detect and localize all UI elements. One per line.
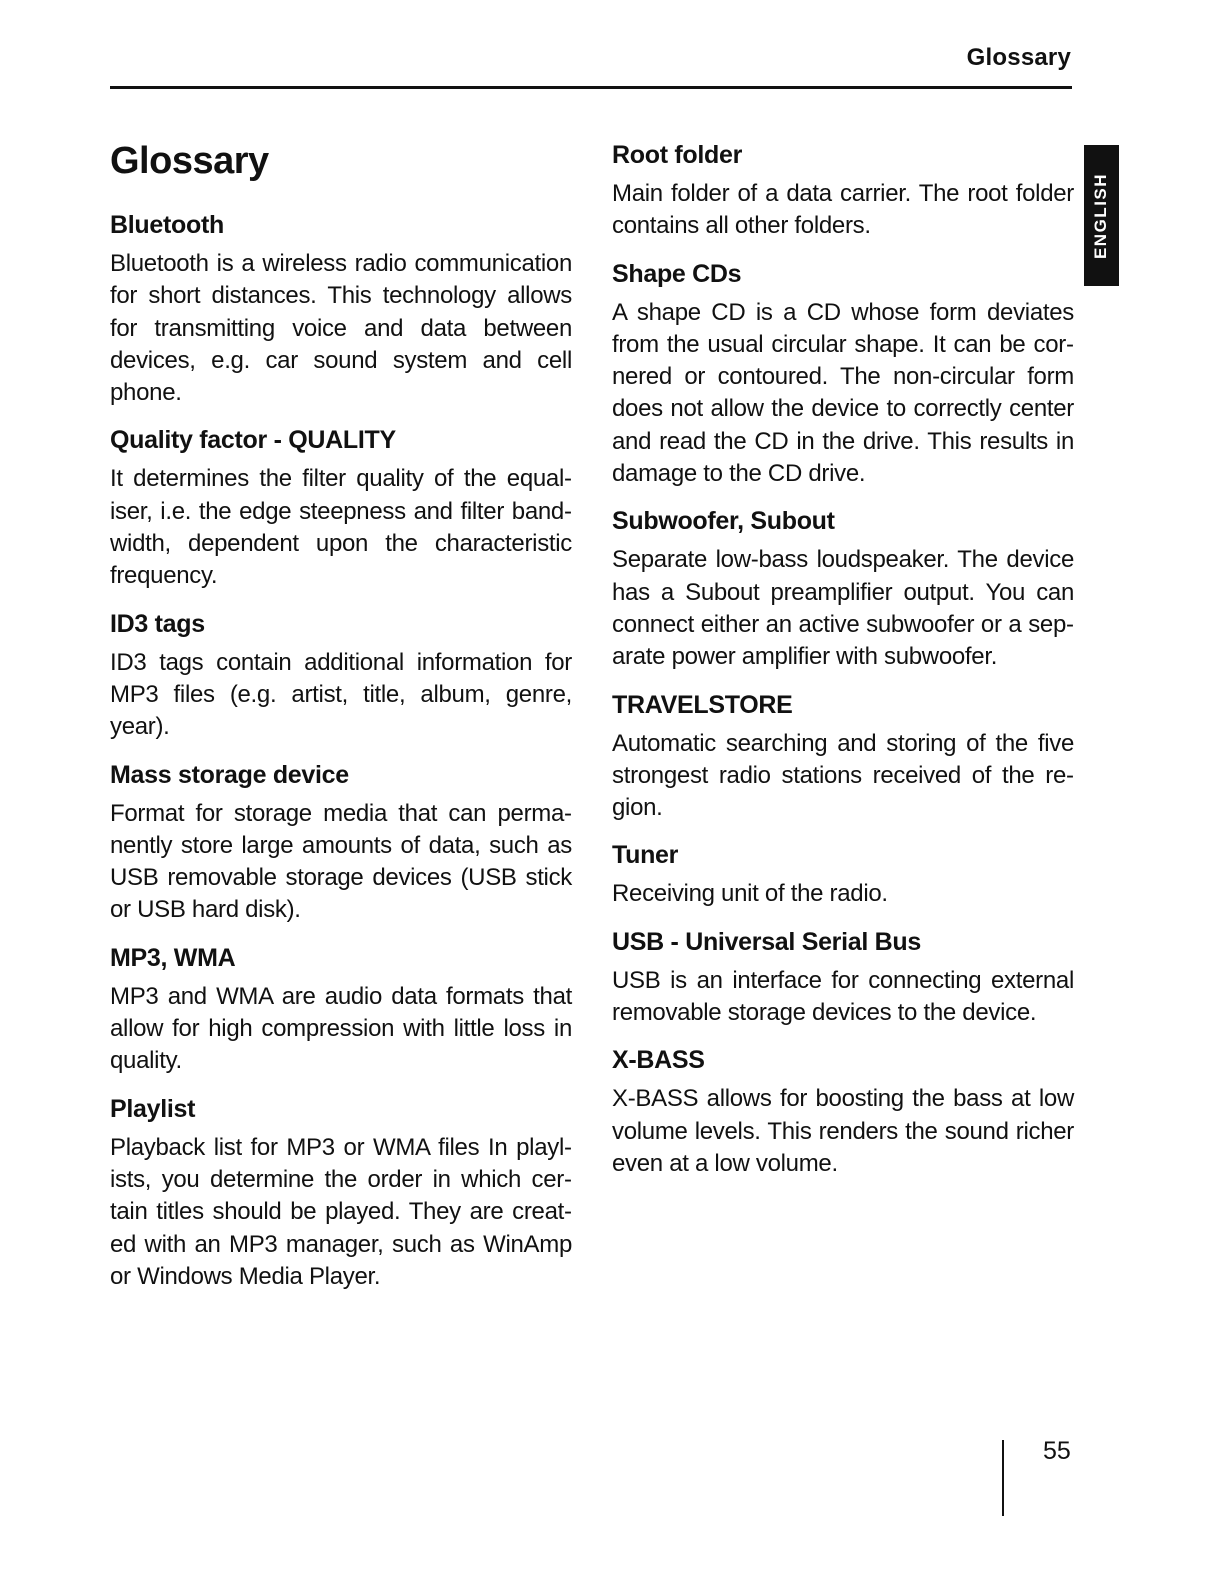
glossary-entry-quality-factor <box>110 425 572 592</box>
page-title: Glossary <box>110 140 269 182</box>
language-tab <box>1084 145 1119 286</box>
glossary-definition: Automatic searching and storing of the five strongest radio stations received of the region. <box>612 729 1074 822</box>
left-column <box>110 138 572 1309</box>
glossary-definition: It determines the filter quality of the equaliser, i.e. the edge steepness and filter bandwidth, dependent upon the characteristic frequency. <box>110 465 572 590</box>
glossary-term: X-BASS <box>612 1046 705 1075</box>
page-number-rule <box>1002 1440 1004 1516</box>
glossary-entry-travelstore <box>612 690 1074 825</box>
glossary-entry-mass-storage-device <box>110 760 572 927</box>
glossary-term: TRAVELSTORE <box>612 690 793 719</box>
glossary-term: USB - Universal Serial Bus <box>612 927 921 956</box>
glossary-entry-root-folder <box>612 140 1074 243</box>
glossary-definition: Bluetooth is a wireless radio communication for short distances. This technology allows for transmitting voice and data between devices, e.g. car sound system and cell phone. <box>110 250 572 407</box>
glossary-term: Tuner <box>612 841 679 870</box>
glossary-term: ID3 tags <box>110 609 205 638</box>
page-number: 55 <box>1043 1437 1071 1465</box>
glossary-term: Subwoofer, Subout <box>612 507 835 536</box>
right-column <box>612 138 1074 1196</box>
glossary-entry-subwoofer <box>612 506 1074 673</box>
glossary-term: Playlist <box>110 1094 196 1123</box>
glossary-term: Bluetooth <box>110 211 224 239</box>
glossary-definition: A shape CD is a CD whose form deviates from the usual circular shape. It can be cornered or contoured. The non-circular form does not allow the device to correctly center and read the CD in the drive. This results in damage to the CD drive. <box>612 298 1074 488</box>
running-header-title: Glossary <box>966 44 1071 71</box>
glossary-term: Shape CDs <box>612 259 742 288</box>
language-tab-label: ENGLISH <box>1091 172 1111 259</box>
glossary-entry-shape-cds <box>612 259 1074 491</box>
glossary-definition: USB is an interface for connecting external removable storage devices to the device. <box>612 966 1074 1027</box>
glossary-entry-bluetooth <box>110 210 572 409</box>
glossary-entry-playlist <box>110 1094 572 1293</box>
glossary-definition: Receiving unit of the radio. <box>612 880 888 908</box>
glossary-term: Mass storage device <box>110 760 349 789</box>
glossary-entry-usb <box>612 927 1074 1030</box>
glossary-definition: Playback list for MP3 or WMA files In playlists, you determine the order in which certain titles should be played. They are created with an MP3 manager, such as WinAmp or Windows Media Player. <box>110 1133 572 1290</box>
glossary-definition: Separate low-bass loudspeaker. The device has a Subout preamplifier output. You can connect either an active subwoofer or a separate power amplifier with subwoofer. <box>612 546 1074 671</box>
glossary-term: Root folder <box>612 141 743 169</box>
glossary-entry-x-bass <box>612 1045 1074 1180</box>
glossary-term: MP3, WMA <box>110 943 236 972</box>
header-rule <box>110 86 1072 89</box>
glossary-definition: MP3 and WMA are audio data formats that allow for high compression with little loss in quality. <box>110 982 572 1075</box>
glossary-definition: Format for storage media that can permanently store large amounts of data, such as USB removable storage devices (USB stick or USB hard disk). <box>110 799 572 924</box>
glossary-definition: Main folder of a data carrier. The root folder contains all other folders. <box>612 180 1074 240</box>
glossary-entry-id3-tags <box>110 609 572 744</box>
glossary-definition: X-BASS allows for boosting the bass at low volume levels. This renders the sound richer even at a low volume. <box>612 1085 1074 1177</box>
glossary-definition: ID3 tags contain additional information for MP3 files (e.g. artist, title, album, genre, year). <box>110 648 572 741</box>
glossary-term: Quality factor - QUALITY <box>110 426 396 455</box>
glossary-entry-tuner <box>612 840 1074 910</box>
glossary-entry-mp3-wma <box>110 943 572 1078</box>
